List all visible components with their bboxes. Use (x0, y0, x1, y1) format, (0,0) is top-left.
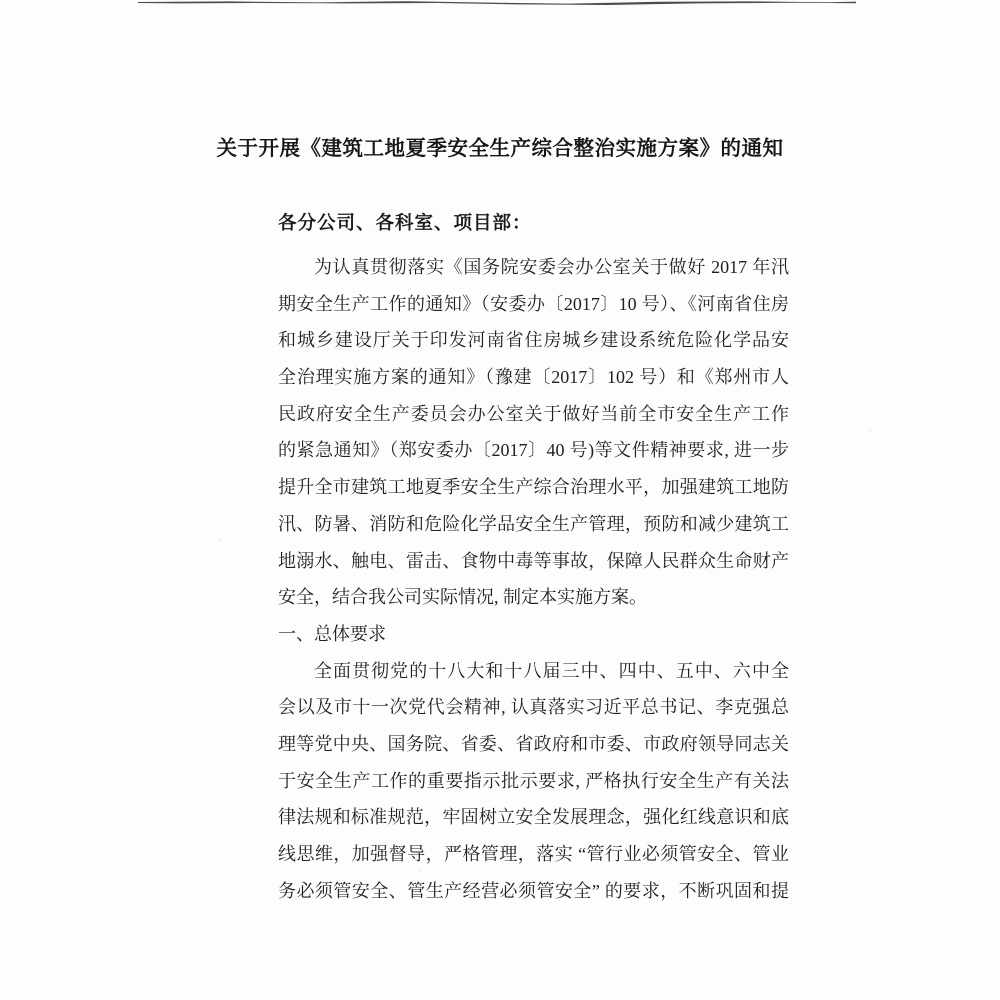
document-body (278, 249, 789, 909)
salutation: 各分公司、各科室、项目部： (278, 214, 532, 234)
body-line: 全治理实施方案的通知》（豫建〔2017〕102 号）和《郑州市人 (278, 367, 789, 388)
body-line: 民政府安全生产委员会办公室关于做好当前全市安全生产工作 (278, 403, 789, 424)
body-line: 的紧急通知》（郑安委办〔2017〕40 号)等文件精神要求, 进一步 (278, 440, 789, 461)
body-line: 地溺水、触电、雷击、食物中毒等事故，保障人民群众生命财产 (278, 550, 789, 571)
document-title: 关于开展《建筑工地夏季安全生产综合整治实施方案》的通知 (216, 138, 784, 160)
section-heading: 一、总体要求 (278, 623, 386, 644)
body-line: 汛、防暑、消防和危险化学品安全生产管理，预防和减少建筑工 (278, 513, 789, 534)
body-line: 线思维，加强督导，严格管理，落实 “管行业必须管安全、管业 (278, 844, 789, 864)
body-line: 会以及市十一次党代会精神, 认真落实习近平总书记、李克强总 (278, 697, 789, 718)
body-line: 于安全生产工作的重要指示批示要求, 严格执行安全生产有关法 (278, 770, 789, 791)
body-line: 律法规和标准规范，牢固树立安全发展理念，强化红线意识和底 (278, 807, 789, 828)
body-line: 安全，结合我公司实际情况, 制定本实施方案。 (278, 587, 647, 608)
body-line: 期安全生产工作的通知》（安委办〔2017〕10 号）、《河南省住房 (278, 293, 789, 314)
body-line: 理等党中央、国务院、省委、省政府和市委、市政府领导同志关 (278, 733, 789, 754)
body-line: 务必须管安全、管生产经营必须管安全” 的要求，不断巩固和提 (278, 880, 789, 901)
body-line: 为认真贯彻落实《国务院安委会办公室关于做好 2017 年汛 (314, 257, 789, 277)
scan-artifact-line (138, 0, 856, 7)
body-line: 提升全市建筑工地夏季安全生产综合治理水平，加强建筑工地防 (278, 477, 789, 498)
body-line: 全面贯彻党的十八大和十八届三中、四中、五中、六中全 (314, 660, 789, 681)
body-line: 和城乡建设厅关于印发河南省住房城乡建设系统危险化学品安 (278, 330, 789, 351)
